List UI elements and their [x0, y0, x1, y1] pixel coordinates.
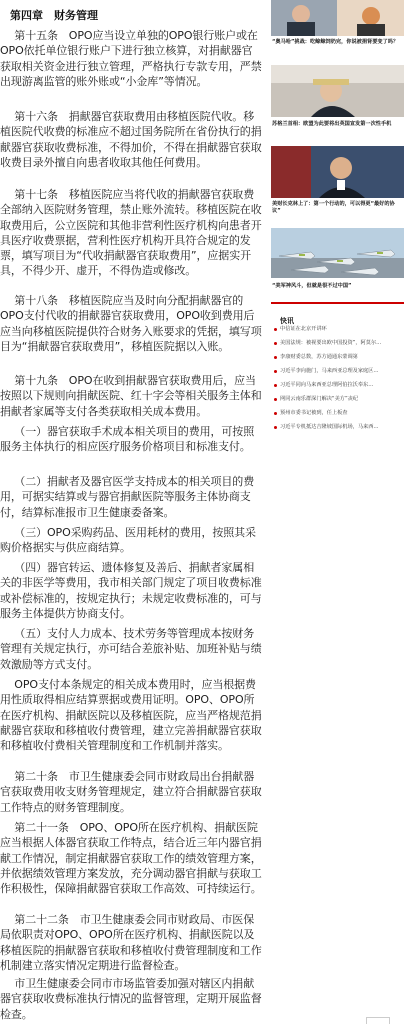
news-photo-icon	[271, 146, 404, 198]
article-paragraph-costs: OPO支付本条规定的相关成本费用时，应当根据费用性质取得相应结算票据或费用证明。OPO、OPO所在医疗机构、捐献医院以及移植医院，应当严格规范捐献器官获取和移植收付费管理，建立完善捐献器官获取和移植收付费相关管理制度和工作机制并落实。	[0, 678, 262, 753]
quick-news-title: 快讯	[280, 317, 294, 325]
news-caption[interactable]: “美军神风斗，但就是很不过中国”	[272, 283, 352, 289]
quick-news-item[interactable]: 网同云南乐群深门解决“美方”丧纪	[271, 392, 404, 406]
article-paragraph-15: 第十五条 OPO应当设立单独的OPO银行账户或在OPO依托单位银行账户下进行独立核算，对捐献器官获取相关资金进行独立管理，严格执行专款专用，严禁出现游离监管的账外账或“小金库”等情况。	[0, 29, 262, 88]
news-caption[interactable]: 美财长克林上了：第一个行动的，可以得更“最好的协议”	[272, 201, 395, 214]
news-caption[interactable]: “奥马哈”挑战：吃鲸鲸饲奶完，你说被捐肾要变了吗？	[272, 39, 399, 45]
article-paragraph-item-4: （四）器官转运、遗体修复及善后、捐献者家属相关的非医学等费用，我市相关部门规定了项目收费标准或补偿标准的，按规定执行；未规定收费标准的，可与服务主体提供方协商支付。	[0, 561, 262, 620]
quick-news-item[interactable]: 李康财委总数，苏方通通东蒙调第	[271, 350, 404, 364]
article-paragraph-17: 第十七条 移植医院应当将代收的捐献器官获取费全部纳入医院财务管理，禁止账外流转。移植医院在收取费用后，公立医院和其他非营利性医疗机构向患者开具医疗收费票据，营利性医疗机构开具符合规定的发票，填写项目为“代收捐献器官获取费用”，应据实开具，不得少开、虚开，不得伪造或修改。	[0, 188, 262, 278]
quick-news-item[interactable]: 习近平同向马来西亚总理阿伯拉沃奉东…	[271, 378, 404, 392]
news-caption[interactable]: 苏格兰首相：欧盟为此要将出英国宣发第一次性手机	[272, 121, 392, 127]
news-photo-icon	[271, 228, 404, 278]
article-paragraph-item-1: （一）器官获取手术成本相关项目的费用，可按照服务主体执行的相应医疗服务价格项目和标准支付。	[0, 425, 255, 454]
quick-news-list	[271, 322, 404, 434]
quick-news-item[interactable]: 预州市委书记被到，任上板查	[271, 406, 404, 420]
article-paragraph-21: 第二十一条 OPO、OPO所在医疗机构、捐献医院应当根据人体器官获取工作特点，结合近三年内器官捐献工作情况，制定捐献器官获取工作的绩效管理方案，并依据绩效管理方案发放，充分调动器官捐献与获取工作积极性，保障捐献器官获取工作高效、可持续运行。	[0, 821, 262, 896]
article-paragraph-16: 第十六条 捐献器官获取费用由移植医院代收。移植医院代收费的标准应不超过国务院所在省份执行的捐献器官获取收费标准，不得加价，不得在捐献器官获取收费目录外擅自向患者收取其他任何费用。	[0, 110, 262, 169]
quick-news-item[interactable]: 美国法规：被视要出欧中国投资”，阿莫尔…	[271, 336, 404, 350]
news-image[interactable]	[271, 0, 404, 36]
article-paragraph-item-3: （三）OPO采购药品、医用耗材的费用，按照其采购价格据实与供应商结算。	[0, 526, 256, 555]
news-photo-icon	[271, 0, 404, 36]
article-paragraph-item-5: （五）支付人力成本、技术劳务等管理成本按财务管理有关规定执行，亦可结合差旅补贴、加班补贴与绩效激励等方式支付。	[0, 627, 262, 671]
article-paragraph-22: 第二十二条 市卫生健康委会同市财政局、市医保局依职责对OPO、OPO所在医疗机构、捐献医院以及移植医院的捐献器官获取和移植收付费管理制度和工作机制建立落实情况定期进行监督检查。	[0, 913, 262, 972]
article-paragraph-item-2: （二）捐献者及器官医学支持成本的相关项目的费用，可据实结算或与器官捐献医院等服务主体协商支付，结算标准报市卫生健康委备案。	[0, 475, 255, 519]
pager-tab[interactable]	[366, 1017, 390, 1024]
news-image[interactable]	[271, 228, 404, 278]
chapter-title: 第四章 财务管理	[10, 9, 98, 22]
news-image[interactable]	[271, 65, 404, 117]
news-image[interactable]	[271, 146, 404, 198]
article-paragraph-19: 第十九条 OPO在收到捐献器官获取费用后，应当按照以下规则向捐献医院、红十字会等相关服务主体和捐献者家属等支付各类获取相关成本费用。	[0, 374, 262, 418]
article-paragraph-supervision: 市卫生健康委会同市市场监管委加强对辖区内捐献器官获取收费标准执行情况的监督管理，定期开展监督检查。	[0, 977, 262, 1021]
quick-news-item[interactable]: 习近平专机抵达吉隆坡国际机场，马来西…	[271, 420, 404, 434]
news-photo-icon	[271, 65, 404, 117]
article-paragraph-20: 第二十条 市卫生健康委会同市财政局出台捐献器官获取费用收支财务管理规定，建立符合捐献器官获取工作特点的财务管理制度。	[0, 770, 262, 814]
article-paragraph-18: 第十八条 移植医院应当及时向分配捐献器官的OPO支付代收的捐献器官获取费用，OPO收到费用后应当向移植医院提供符合财务入账要求的凭据，填写项目为“捐献器官获取费用”，移植医院据以入账。	[0, 294, 262, 353]
quick-news-item[interactable]: 习近平李向施门，马来西亚总理及家庭区…	[271, 364, 404, 378]
quick-news-item[interactable]: 中信证在北京开讲环	[271, 322, 404, 336]
